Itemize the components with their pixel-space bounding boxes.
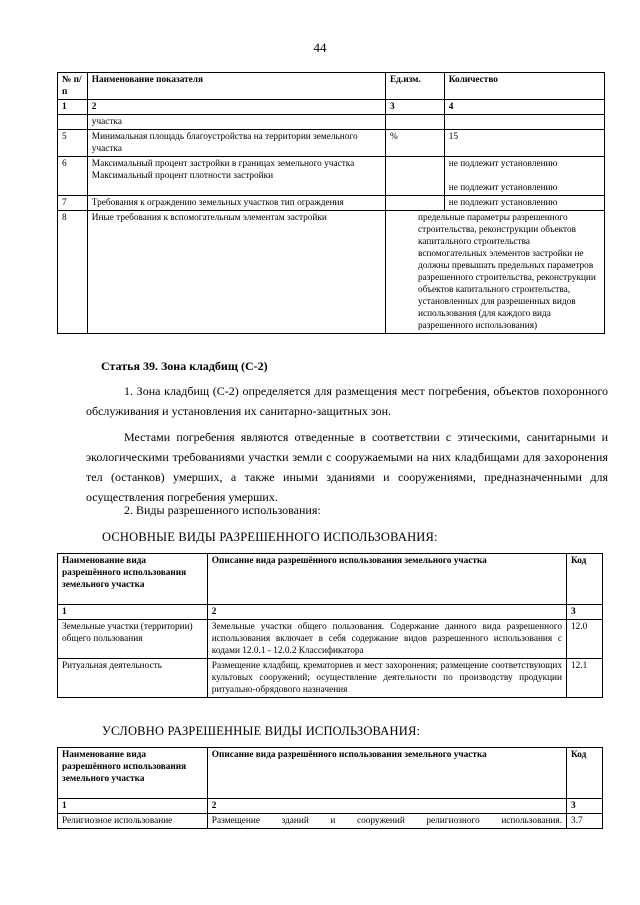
- parameters-table: [57, 72, 605, 334]
- paragraph: Местами погребения являются отведенные в соответствии с этическими, санитарными и экологическими требованиями участки земли с сооружаемыми на них кладбищами для захоронения тел (останков) умерших, а также иными зданиями и сооружениями, предназначенными для осуществления погребения умерших.: [86, 430, 608, 504]
- table-row: [58, 620, 603, 659]
- use-code: 12.0: [567, 620, 603, 659]
- paragraph: 2. Виды разрешенного использования:: [124, 503, 321, 517]
- use-name: Ритуальная деятельность: [58, 659, 208, 698]
- paragraph: 1. Зона кладбищ (С-2) определяется для размещения мест погребения, объектов похоронного обслуживания и установления их санитарно-защитных зон.: [86, 384, 608, 418]
- row-number: [58, 115, 88, 130]
- conditional-uses-table: [57, 747, 603, 829]
- column-number: 1: [58, 605, 208, 620]
- indicator-name: Требования к ограждению земельных участков тип ограждения: [87, 196, 385, 211]
- use-code: 12.1: [567, 659, 603, 698]
- row-number: 6: [58, 157, 88, 196]
- table-header-row: [58, 748, 603, 799]
- column-header: Наименование вида разрешённого использования земельного участка: [58, 554, 208, 605]
- table-row: [58, 157, 605, 196]
- column-header: Наименование вида разрешённого использования земельного участка: [58, 748, 208, 799]
- column-header: Количество: [444, 73, 604, 100]
- quantity: 15: [444, 130, 604, 157]
- column-header: Описание вида разрешённого использования земельного участка: [207, 554, 566, 605]
- table-header-row: [58, 73, 605, 100]
- table-row: [58, 211, 605, 334]
- column-header: Ед.изм.: [385, 73, 444, 100]
- column-number: 1: [58, 100, 88, 115]
- use-description: Земельные участки общего пользования. Содержание данного вида разрешенного использования включает в себя содержание видов разрешенного использования с кодами 12.0.1 - 12.0.2 Классификатора: [207, 620, 566, 659]
- row-number: 7: [58, 196, 88, 211]
- row-number: 5: [58, 130, 88, 157]
- column-number: 2: [207, 605, 566, 620]
- page-number: 44: [313, 40, 327, 55]
- requirement-value: [385, 211, 604, 334]
- column-number: 3: [567, 605, 603, 620]
- use-description: Размещение кладбищ, крематориев и мест захоронения; размещение соответствующих культовых сооружений; осуществление деятельности по производству продукции ритуально-обрядового назначения: [207, 659, 566, 698]
- column-numbering-row: [58, 605, 603, 620]
- use-code: 3.7: [567, 814, 603, 829]
- column-header: Код: [567, 554, 603, 605]
- table-row: [58, 196, 605, 211]
- requirement-text: предельные параметры разрешенного строительства, реконструкции объектов капитального строительства вспомогательных элементов застройки не должны превышать предельных параметров разрешенного строительства, реконструкции объектов капитального строительства, установленных для разрешенных видов использования (для каждого вида разрешенного использования): [417, 213, 596, 331]
- row-number: 8: [58, 211, 88, 334]
- table-row: [58, 130, 605, 157]
- use-name: Религиозное использование: [58, 814, 208, 829]
- quantity: [444, 157, 604, 196]
- unit: [385, 157, 444, 196]
- table-row: [58, 814, 603, 829]
- article-title: Статья 39. Зона кладбищ (С-2): [101, 359, 268, 373]
- column-numbering-row: [58, 799, 603, 814]
- column-number: 1: [58, 799, 208, 814]
- use-name: Земельные участки (территории) общего пользования: [58, 620, 208, 659]
- quantity: не подлежит установлению: [444, 196, 604, 211]
- column-numbering-row: [58, 100, 605, 115]
- column-number: 3: [567, 799, 603, 814]
- column-header: Наименование показателя: [87, 73, 385, 100]
- unit: [385, 196, 444, 211]
- unit: %: [385, 130, 444, 157]
- indicator-name: Иные требования к вспомогательным элементам застройки: [87, 211, 385, 334]
- table-row: [58, 659, 603, 698]
- quantity-line: не подлежит установлению: [448, 183, 558, 193]
- column-header: № п/п: [58, 73, 88, 100]
- unit: [385, 115, 444, 130]
- quantity: [444, 115, 604, 130]
- indicator-name-line: Максимальный процент плотности застройки: [91, 171, 274, 181]
- indicator-name: участка: [87, 115, 385, 130]
- indicator-name-line: Максимальный процент застройки в границах земельного участка: [91, 159, 355, 169]
- section-heading-main: ОСНОВНЫЕ ВИДЫ РАЗРЕШЕННОГО ИСПОЛЬЗОВАНИЯ:: [102, 530, 438, 544]
- use-description: Размещение зданий и сооружений религиозного использования.: [207, 814, 566, 829]
- column-number: 4: [444, 100, 604, 115]
- column-number: 2: [207, 799, 566, 814]
- indicator-name: [87, 157, 385, 196]
- main-uses-table: [57, 553, 603, 698]
- column-header: Описание вида разрешённого использования земельного участка: [207, 748, 566, 799]
- indicator-name: Минимальная площадь благоустройства на территории земельного участка: [87, 130, 385, 157]
- column-number: 3: [385, 100, 444, 115]
- column-header: Код: [567, 748, 603, 799]
- table-row: [58, 115, 605, 130]
- section-heading-conditional: УСЛОВНО РАЗРЕШЕННЫЕ ВИДЫ ИСПОЛЬЗОВАНИЯ:: [102, 724, 421, 738]
- table-header-row: [58, 554, 603, 605]
- quantity-line: не подлежит установлению: [448, 159, 558, 169]
- column-number: 2: [87, 100, 385, 115]
